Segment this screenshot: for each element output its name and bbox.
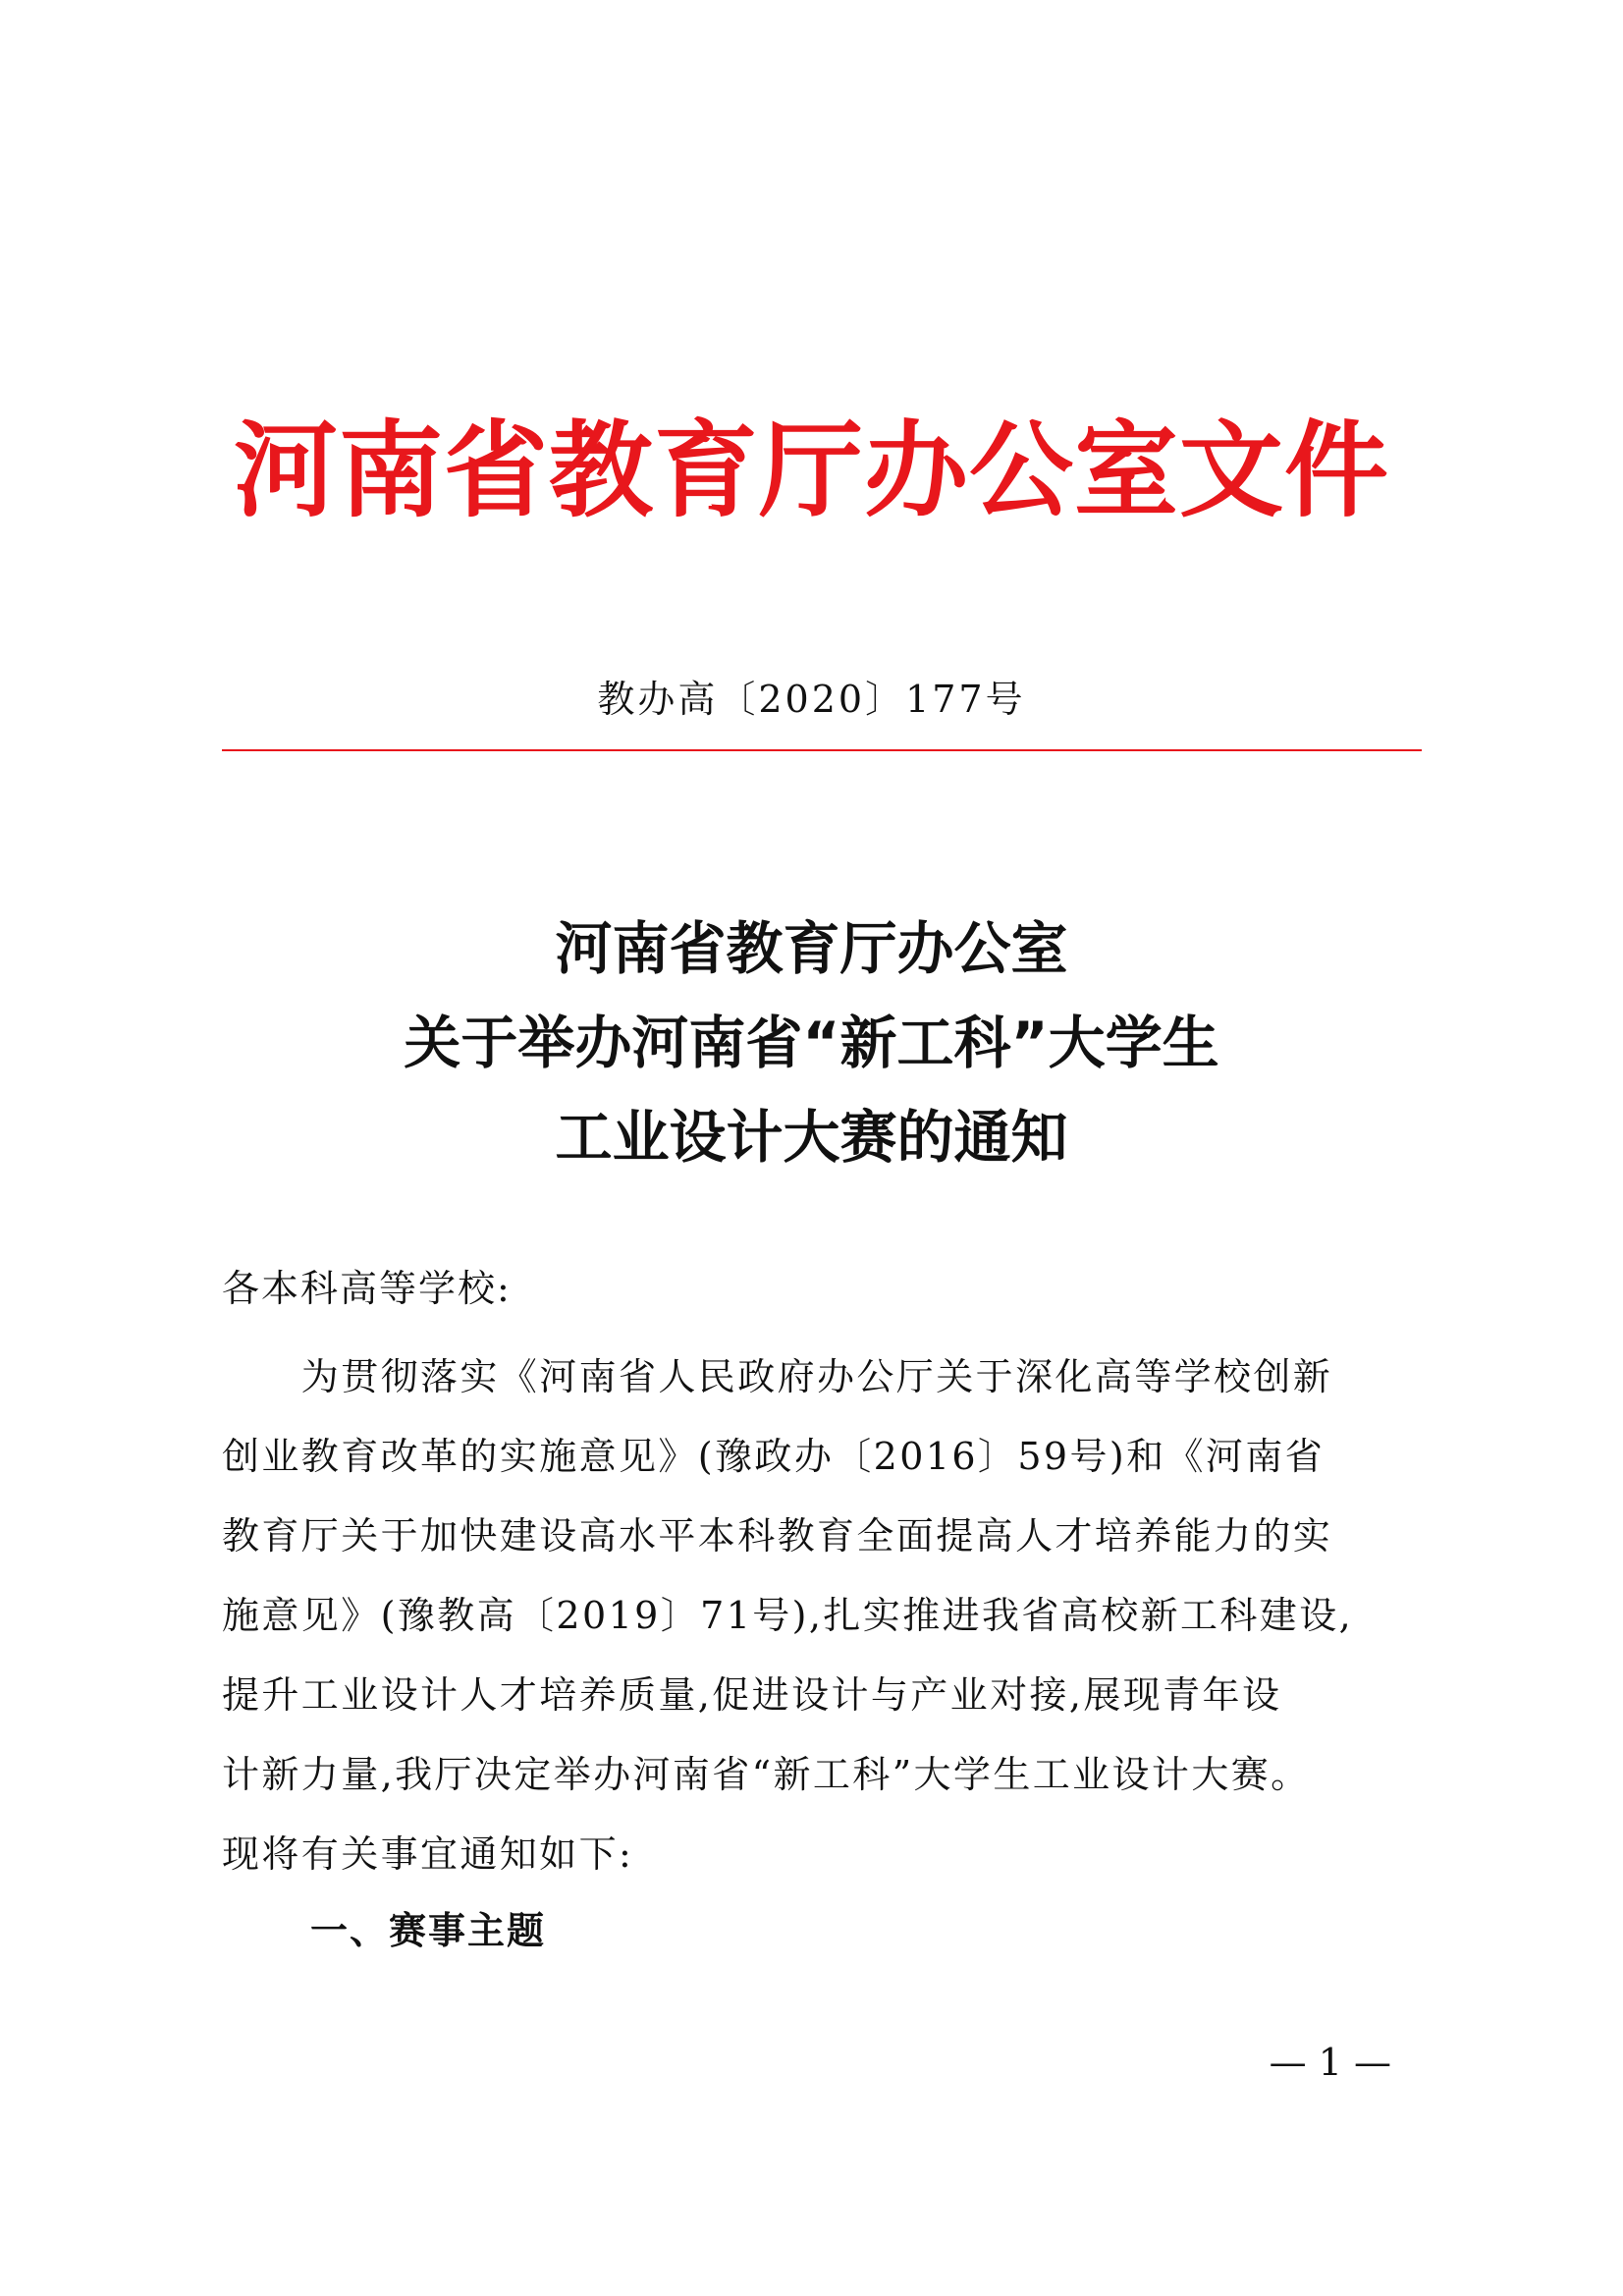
red-divider-line <box>222 749 1422 751</box>
page-number: — 1 — <box>1269 2041 1391 2084</box>
body-line: 施意见》(豫教高〔2019〕71号),扎实推进我省高校新工科建设, <box>222 1594 1354 1637</box>
body-line: 提升工业设计人才培养质量,促进设计与产业对接,展现青年设 <box>222 1673 1282 1717</box>
title-line: 关于举办河南省“新工科”大学生 <box>404 1010 1219 1076</box>
addressee: 各本科高等学校: <box>222 1267 512 1310</box>
document-number: 教办高〔2020〕177号 <box>597 678 1026 721</box>
title-line: 河南省教育厅办公室 <box>555 915 1068 982</box>
red-masthead: 河南省教育厅办公室文件 <box>234 410 1389 531</box>
body-line: 创业教育改革的实施意见》(豫政办〔2016〕59号)和《河南省 <box>222 1435 1325 1478</box>
body-line: 计新力量,我厅决定举办河南省“新工科”大学生工业设计大赛。 <box>222 1753 1311 1796</box>
document-title <box>0 902 1623 1184</box>
body-line: 现将有关事宜通知如下: <box>222 1832 634 1876</box>
body-line: 为贯彻落实《河南省人民政府办公厅关于深化高等学校创新 <box>222 1355 1333 1398</box>
body-line: 教育厅关于加快建设高水平本科教育全面提高人才培养能力的实 <box>222 1514 1333 1558</box>
title-line: 工业设计大赛的通知 <box>555 1104 1068 1171</box>
body-paragraph <box>222 1338 1422 1894</box>
section-heading: 一、赛事主题 <box>310 1909 547 1952</box>
